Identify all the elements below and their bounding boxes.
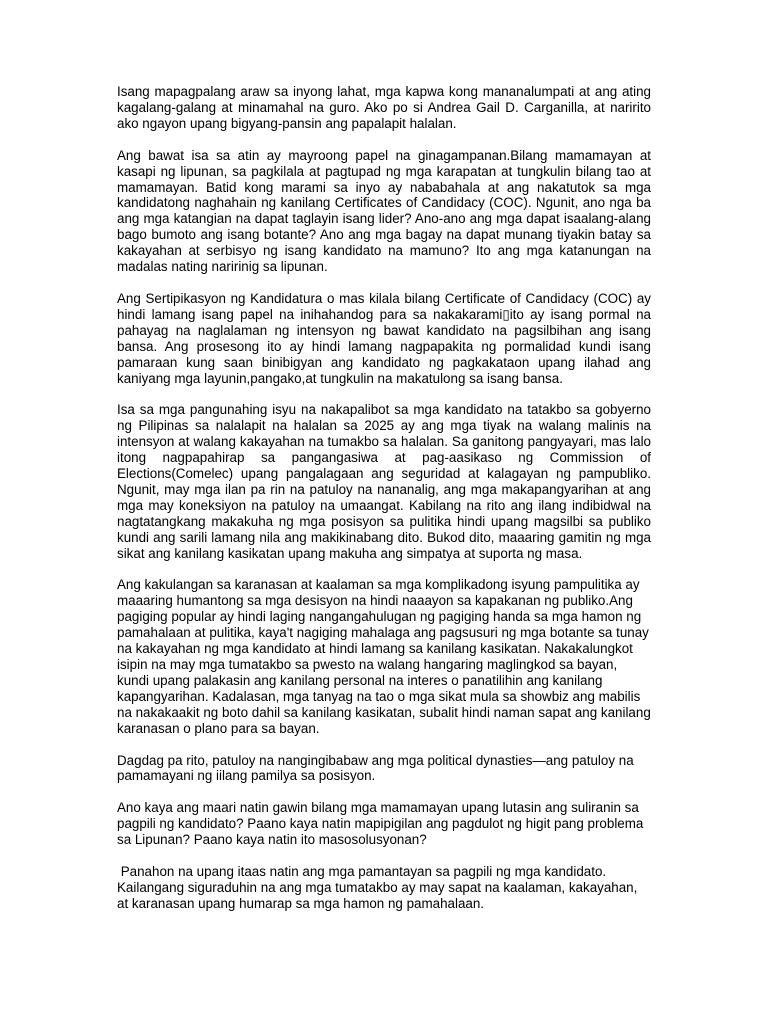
- paragraph-questions: Ano kaya ang maari natin gawin bilang mga mamamayan upang lutasin ang suliranin sa pagpili ng kandidato? Paano kaya natin mapipigilan ang pagdulot ng higit pang problema sa Lipunan? Paano kaya natin ito masosolusyonan?: [117, 800, 644, 848]
- document-page: [117, 84, 651, 928]
- paragraph-greeting: Isang mapagpalang araw sa inyong lahat, mga kapwa kong mananalumpati at ang ating kagalang-galang at minamahal na guro. Ako po si Andrea Gail D. Carganilla, at naririto ako ngayon upang bigyang-pansin ang papalapit halalan.: [117, 84, 651, 131]
- paragraph-roles: Ang bawat isa sa atin ay mayroong papel na ginagampanan.Bilang mamamayan at kasapi ng lipunan, sa pagkilala at pagtupad ng mga karapatan at tungkulin bilang tao at mamamayan. Batid kong marami sa inyo ay nababahala at ang nakatutok sa mga kandidatong naghahain ng kanilang Certificates of Candidacy (COC). Ngunit, ano nga ba ang mga katangian na dapat taglayin isang lider? Ano-ano ang mga dapat isaalang-alang bago bumoto ang isang botante? Ano ang mga bagay na dapat munang tiyakin batay sa kakayahan at serbisyo ng isang kandidato na mamuno? Ito ang mga katanungan na madalas nating naririnig sa lipunan.: [117, 147, 651, 275]
- paragraph-dynasties: Dagdag pa rito, patuloy na nangingibabaw ang mga political dynasties—ang patuloy na pamamayani ng iilang pamilya sa posisyon.: [117, 752, 634, 784]
- paragraph-issues: Isa sa mga pangunahing isyu na nakapalibot sa mga kandidato na tatakbo sa gobyerno ng Pilipinas sa nalalapit na halalan sa 2025 ay ang mga tiyak na walang malinis na intensyon at walang kakayahan na tumakbo sa halalan. Sa ganitong pangyayari, mas lalo itong nagpapahirap sa pangangasiwa at pag-aasikaso ng Commission of Elections(Comelec) upang pangalagaan ang seguridad at kalagayan ng pampubliko. Ngunit, may mga ilan pa rin na patuloy na nananalig, ang mga makapangyarihan at ang mga may koneksiyon na patuloy na umaangat. Kabilang na rito ang ilang indibidwal na nagtatangkang makakuha ng mga posisyon sa pulitika hindi upang magsilbi sa publiko kundi ang sarili lamang nila ang makikinabang dito. Bukod dito, maaaring gamitin ng mga sikat ang kanilang kasikatan upang makuha ang simpatya at suporta ng masa.: [117, 402, 651, 561]
- paragraph-coc: Ang Sertipikasyon ng Kandidatura o mas kilala bilang Certificate of Candidacy (COC) ay hindi lamang isang papel na inihahandog para sa nakakarami▯ito ay isang pormal na pahayag na naglalaman ng intensyon ng bawat kandidato na pagsilbihan ang isang bansa. Ang prosesong ito ay hindi lamang nagpapakita ng pormalidad kundi isang pamaraan kung saan binibigyan ang kandidato ng pagkakataon upang ilahad ang kaniyang mga layunin,pangako,at tungkulin na makatulong sa isang bansa.: [117, 290, 651, 386]
- paragraph-conclusion: Panahon na upang itaas natin ang mga pamantayan sa pagpili ng mga kandidato. Kailangang siguraduhin na ang mga tumatakbo ay may sapat na kaalaman, kakayahan, at karanasan upang humarap sa mga hamon ng pamahalaan.: [117, 864, 642, 911]
- paragraph-experience: Ang kakulangan sa karanasan at kaalaman sa mga komplikadong isyung pampulitika ay maaaring humantong sa mga desisyon na hindi naaayon sa kapakanan ng publiko.Ang pagiging popular ay hindi laging nangangahulugan ng pagiging handa sa mga hamon ng pamahalaan at pulitika, kaya't nagiging mahalaga ang pagsusuri ng mga botante sa tunay na kakayahan ng mga kandidato at hindi lamang sa kanilang kasikatan. Nakakalungkot isipin na may mga tumatakbo sa pwesto na walang hangaring maglingkod sa bayan, kundi upang palakasin ang kanilang personal na interes o panatilihin ang kanilang kapangyarihan. Kadalasan, mga tanyag na tao o mga sikat mula sa showbiz ang mabilis na nakakaakit ng boto dahil sa kanilang kasikatan, subalit hindi naman sapat ang kanilang karanasan o plano para sa bayan.: [117, 577, 651, 736]
